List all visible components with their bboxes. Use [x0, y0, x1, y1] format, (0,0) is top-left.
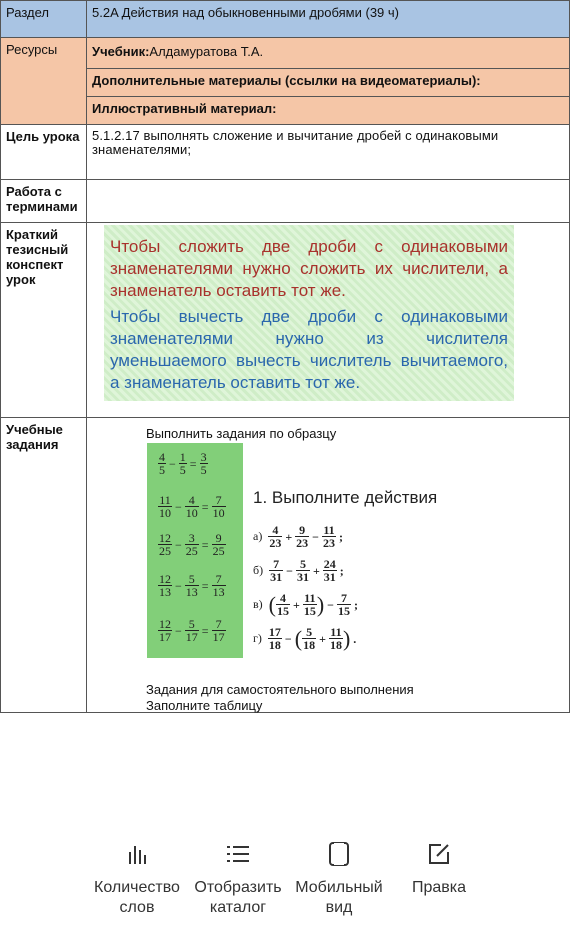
equals-sign: =	[189, 456, 197, 471]
example-row	[158, 573, 226, 599]
textbook-cell	[87, 38, 570, 69]
terms-row	[1, 180, 570, 223]
goal-row	[1, 125, 570, 180]
example-row	[158, 494, 226, 520]
terms-text	[87, 180, 570, 223]
parenthesis: (	[294, 626, 303, 651]
exercise-fraction: $\frac{11}{18}$	[329, 625, 342, 652]
exercise-fraction: $\frac{4}{23}$	[269, 523, 282, 550]
example-row	[158, 618, 226, 644]
resources-row	[1, 38, 570, 69]
operator: −	[175, 578, 182, 593]
exercise-fraction: $\frac{24}{31}$	[323, 557, 336, 584]
section-row	[1, 1, 570, 38]
punctuation: ;	[354, 597, 359, 612]
exercise-row	[253, 626, 359, 652]
exercise-fraction: $\frac{11}{15}$	[303, 591, 316, 618]
subtraction-rule-text: Чтобы вычесть две дроби с одинаковыми знаменателями нужно из числителя уменьшаемого вычесть числитель вычитаемого, а знаменатель оставить тот же.	[110, 307, 508, 392]
catalog-label: Отобразить каталог	[194, 879, 282, 916]
minuend-fraction: $\frac{12}{17}$	[159, 617, 171, 644]
parenthesis: )	[316, 592, 325, 617]
section-title: 5.2A Действия над обыкновенными дробями (39 ч)	[87, 1, 570, 38]
fill-table-text: Заполните таблицу	[146, 698, 263, 713]
goal-label: Цель урока	[1, 125, 87, 180]
operator: +	[293, 597, 300, 612]
word-count-button[interactable]	[82, 840, 192, 918]
exercise-fraction: $\frac{5}{31}$	[296, 557, 309, 584]
parenthesis: (	[268, 592, 276, 617]
minuend-fraction: $\frac{11}{10}$	[159, 493, 171, 520]
subtrahend-fraction: $\frac{5}{17}$	[185, 617, 198, 644]
section-label: Раздел	[1, 1, 87, 38]
illustrative-row	[1, 96, 570, 124]
edit-label: Правка	[411, 879, 467, 896]
textbook-author: Алдамуратова Т.А.	[149, 44, 264, 59]
equals-sign: =	[201, 623, 209, 638]
exercise-fraction: $\frac{5}{18}$	[303, 625, 316, 652]
example-row	[158, 532, 226, 558]
exercise-label: в)	[253, 596, 263, 611]
list-icon	[224, 840, 252, 868]
result-fraction: $\frac{7}{17}$	[212, 617, 225, 644]
goal-text: 5.1.2.17 выполнять сложение и вычитание дробей с одинаковыми знаменателями;	[87, 125, 570, 180]
illustrative-material: Иллюстративный материал:	[87, 96, 570, 124]
tasks-label: Учебные задания	[1, 418, 87, 713]
equals-sign: =	[201, 537, 209, 552]
mobile-view-label: Мобильный вид	[295, 879, 383, 916]
exercise-fraction: $\frac{9}{23}$	[296, 523, 309, 550]
result-fraction: $\frac{7}{10}$	[212, 493, 225, 520]
show-catalog-button[interactable]	[183, 840, 293, 918]
operator: −	[284, 631, 292, 646]
operator: +	[319, 631, 326, 646]
edit-icon	[425, 840, 453, 868]
subtrahend-fraction: $\frac{4}{10}$	[185, 493, 198, 520]
exercise-row	[253, 558, 347, 584]
operator: +	[285, 529, 293, 544]
edit-button[interactable]	[384, 840, 494, 898]
minuend-fraction: $\frac{4}{5}$	[159, 450, 165, 477]
summary-label: Краткий тезисный конспект урок	[1, 223, 87, 418]
exercise-fraction: $\frac{4}{15}$	[277, 591, 289, 618]
result-fraction: $\frac{3}{5}$	[200, 450, 207, 477]
punctuation: .	[353, 631, 357, 646]
exercise-row	[253, 524, 346, 550]
exercise-label: г)	[253, 630, 262, 645]
additional-row	[1, 68, 570, 96]
minuend-fraction: $\frac{12}{13}$	[159, 572, 171, 599]
operator: −	[175, 623, 182, 638]
example-row	[158, 451, 208, 477]
self-work-text	[146, 682, 414, 714]
operator: −	[327, 597, 335, 612]
terms-label: Работа с терминами	[1, 180, 87, 223]
result-fraction: $\frac{9}{25}$	[212, 531, 225, 558]
operator: −	[175, 499, 182, 514]
resources-label: Ресурсы	[1, 38, 87, 125]
word-count-label: Количество слов	[94, 879, 180, 916]
subtrahend-fraction: $\frac{5}{13}$	[185, 572, 198, 599]
operator: −	[312, 529, 320, 544]
exercise-row	[253, 592, 361, 618]
punctuation: ;	[339, 529, 344, 544]
textbook-prefix: Учебник:	[92, 44, 150, 59]
operator: +	[312, 563, 320, 578]
equals-sign: =	[201, 578, 209, 593]
operator: −	[169, 456, 176, 471]
exercise-fraction: $\frac{7}{31}$	[270, 557, 283, 584]
mobile-view-button[interactable]	[284, 840, 394, 918]
equals-sign: =	[201, 499, 209, 514]
exercise-fraction: $\frac{17}{18}$	[268, 625, 281, 652]
subtrahend-fraction: $\frac{3}{25}$	[185, 531, 198, 558]
operator: −	[286, 563, 293, 578]
self-work-title: Задания для самостоятельного выполнения	[146, 682, 414, 697]
exercise-fraction: $\frac{11}{23}$	[323, 523, 336, 550]
punctuation: ;	[339, 563, 344, 578]
minuend-fraction: $\frac{12}{25}$	[159, 531, 171, 558]
exercise-label: б)	[253, 562, 264, 577]
operator: −	[175, 537, 182, 552]
parenthesis: )	[342, 626, 351, 651]
exercise-label: а)	[253, 528, 263, 543]
bar-chart-icon	[123, 840, 151, 868]
result-fraction: $\frac{7}{13}$	[212, 572, 225, 599]
mobile-view-icon	[325, 840, 353, 868]
tasks-instruction: Выполнить задания по образцу	[146, 426, 337, 441]
addition-rule-text: Чтобы сложить две дроби с одинаковыми знаменателями нужно сложить их числители, а знаменатель оставить тот же.	[110, 237, 508, 300]
exercise-fraction: $\frac{7}{15}$	[338, 591, 351, 618]
exercise-title: 1. Выполните действия	[253, 488, 438, 507]
subtrahend-fraction: $\frac{1}{5}$	[179, 450, 186, 477]
additional-materials: Дополнительные материалы (ссылки на видеоматериалы):	[87, 68, 570, 96]
